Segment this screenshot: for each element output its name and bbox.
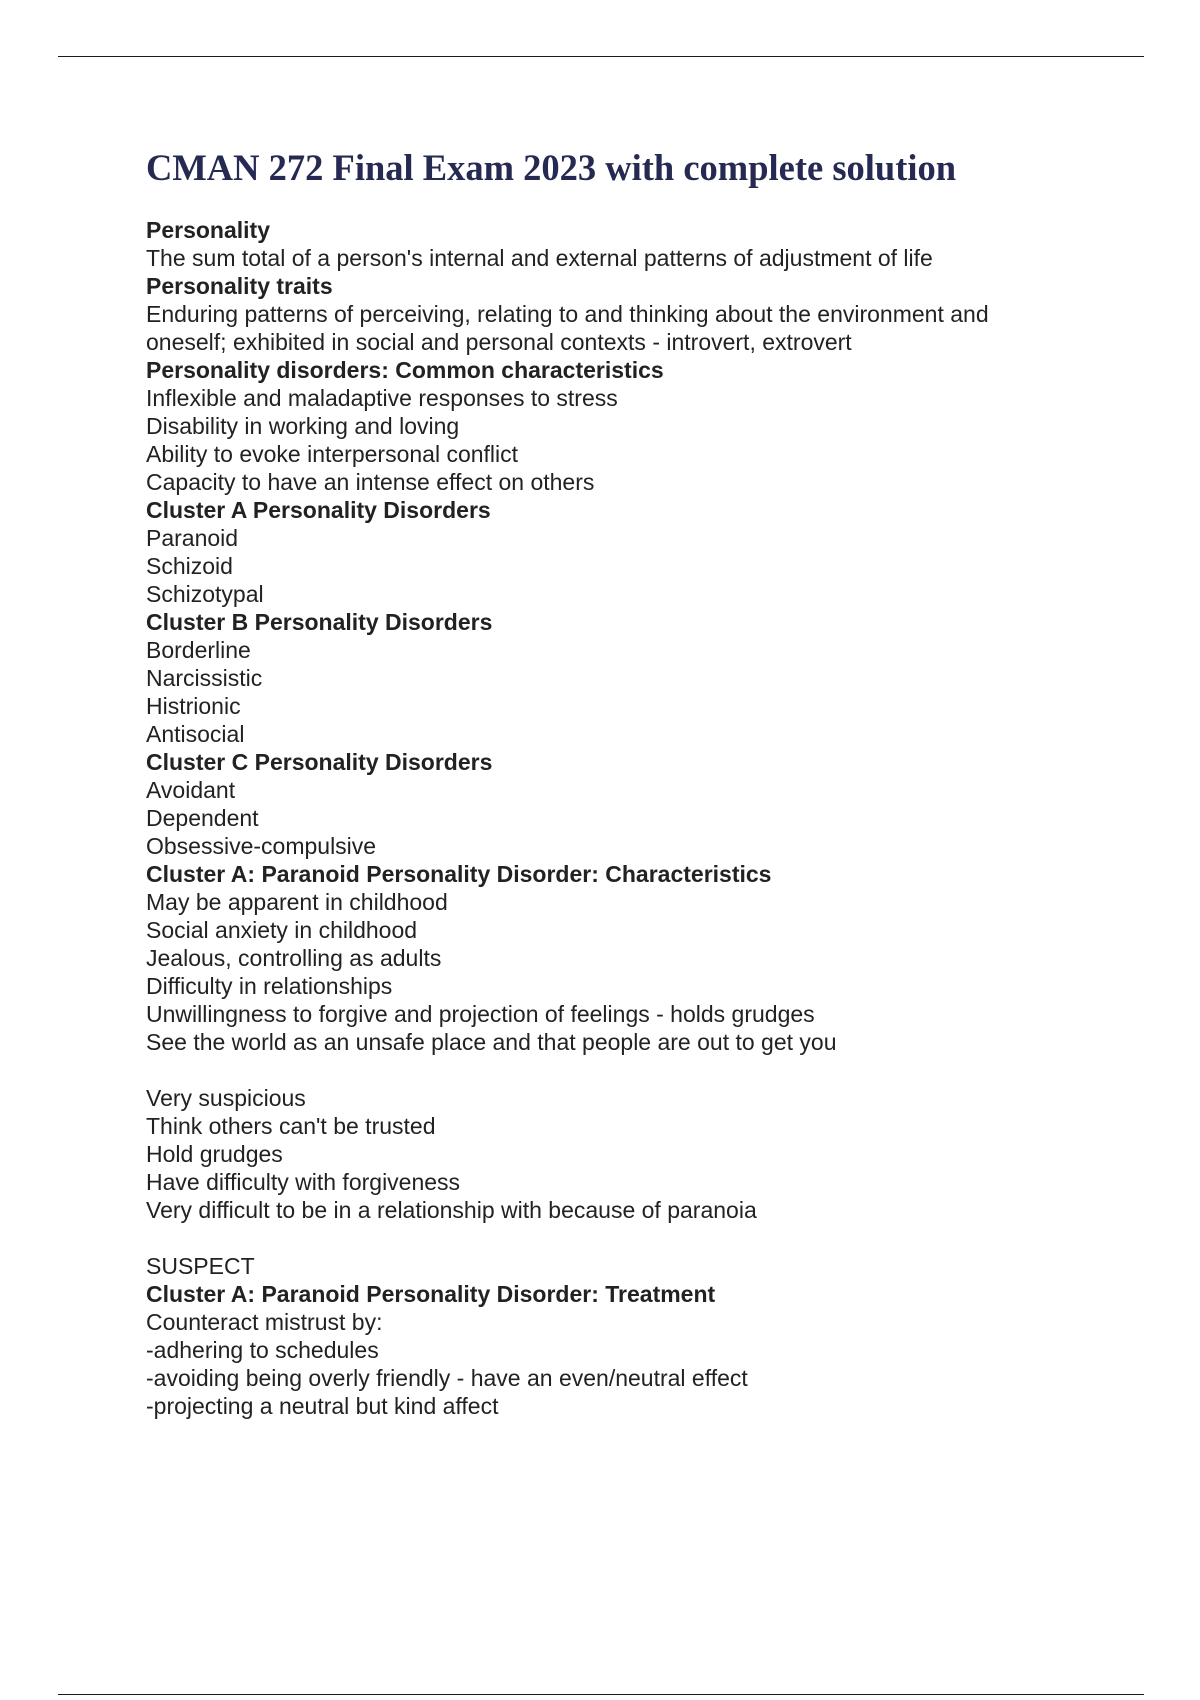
body-line: Histrionic: [146, 693, 241, 719]
section-heading: Cluster A: Paranoid Personality Disorder: Characteristics: [146, 861, 772, 887]
body-line: Inflexible and maladaptive responses to stress: [146, 385, 618, 411]
body-line: Schizotypal: [146, 581, 264, 607]
body-line: Capacity to have an intense effect on others: [146, 469, 595, 495]
body-line: Counteract mistrust by:: [146, 1309, 383, 1335]
body-line: Schizoid: [146, 553, 233, 579]
body-line: -adhering to schedules: [146, 1337, 379, 1363]
section-heading: Personality: [146, 217, 270, 243]
body-line: Social anxiety in childhood: [146, 917, 418, 943]
body-line: Difficulty in relationships: [146, 973, 393, 999]
body-line: Have difficulty with forgiveness: [146, 1169, 461, 1195]
section-heading: Personality traits: [146, 273, 333, 299]
header-rule: [58, 56, 1144, 57]
body-line: Unwillingness to forgive and projection of feelings - holds grudges: [146, 1001, 815, 1027]
section-heading: Cluster A Personality Disorders: [146, 497, 491, 523]
body-line: Think others can't be trusted: [146, 1113, 436, 1139]
body-line: oneself; exhibited in social and personal contexts - introvert, extrovert: [146, 329, 852, 355]
document-body: [146, 216, 1146, 1420]
body-line: -projecting a neutral but kind affect: [146, 1393, 499, 1419]
body-line: Very suspicious: [146, 1085, 306, 1111]
section-heading: Cluster A: Paranoid Personality Disorder: Treatment: [146, 1281, 716, 1307]
body-line: Dependent: [146, 805, 259, 831]
body-line: Ability to evoke interpersonal conflict: [146, 441, 519, 467]
body-line: Antisocial: [146, 721, 245, 747]
body-line: The sum total of a person's internal and external patterns of adjustment of life: [146, 245, 933, 271]
section-heading: Cluster B Personality Disorders: [146, 609, 493, 635]
body-line: May be apparent in childhood: [146, 889, 448, 915]
body-line: Very difficult to be in a relationship with because of paranoia: [146, 1197, 757, 1223]
body-line: Disability in working and loving: [146, 413, 460, 439]
footer-rule: [58, 1694, 1144, 1695]
section-heading: Cluster C Personality Disorders: [146, 749, 493, 775]
blank-line: [146, 1056, 1146, 1084]
document-title: CMAN 272 Final Exam 2023 with complete solution: [146, 147, 957, 188]
body-line: Avoidant: [146, 777, 236, 803]
body-line: Jealous, controlling as adults: [146, 945, 442, 971]
body-line: See the world as an unsafe place and that people are out to get you: [146, 1029, 837, 1055]
body-line: Paranoid: [146, 525, 239, 551]
blank-line: [146, 1224, 1146, 1252]
section-heading: Personality disorders: Common characteristics: [146, 357, 664, 383]
body-line: -avoiding being overly friendly - have an even/neutral effect: [146, 1365, 748, 1391]
body-line: Obsessive-compulsive: [146, 833, 377, 859]
body-line: Narcissistic: [146, 665, 263, 691]
body-line: Enduring patterns of perceiving, relating to and thinking about the environment and: [146, 301, 989, 327]
body-line: Hold grudges: [146, 1141, 283, 1167]
body-line: Borderline: [146, 637, 251, 663]
body-line: SUSPECT: [146, 1253, 255, 1279]
